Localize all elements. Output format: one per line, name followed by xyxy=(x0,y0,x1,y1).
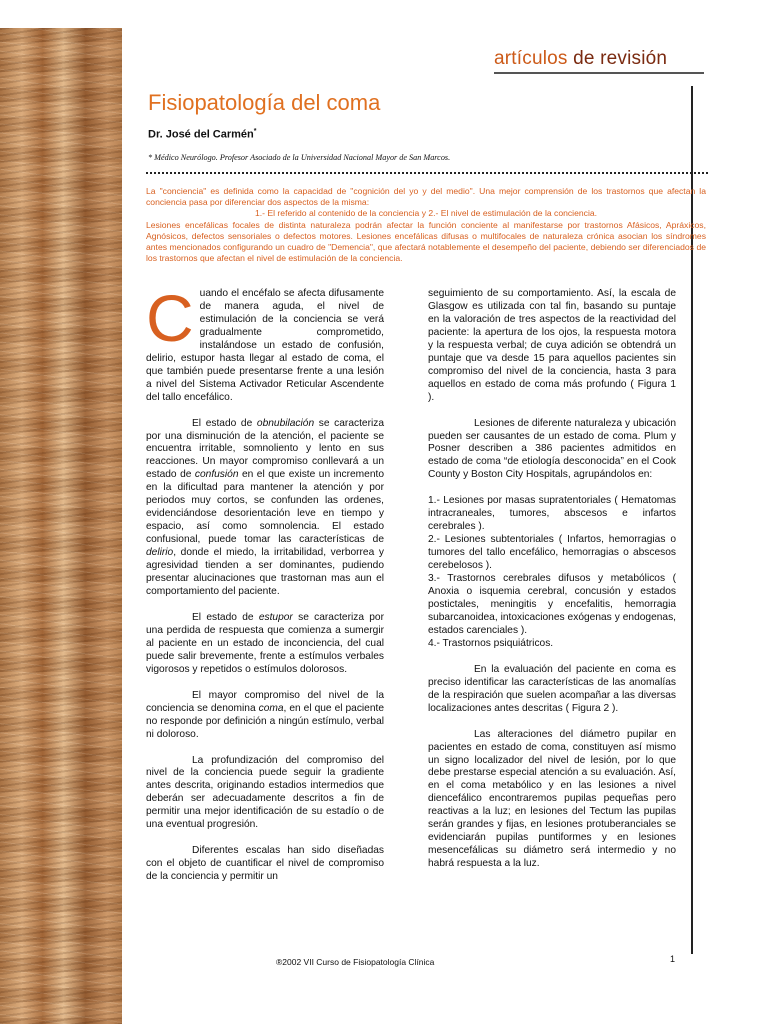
list-item: 4.- Trastornos psiquiátricos. xyxy=(428,637,554,649)
author-name: Dr. José del Carmén xyxy=(148,128,254,141)
body-paragraph: seguimiento de su comportamiento. Así, la escala de Glasgow es utilizada con tal fin, basando su puntaje en la valoración de tres aspectos de la reactividad del paciente: la apertura de los ojos, la respuesta motora y la respuesta verbal; de cuya adición se obtendrá un puntaje que va desde 15 para aquellos pacientes sin compromiso del nivel de la conciencia, hasta 3 para aquellos en estado de coma más profundo ( Figura 1 ). xyxy=(428,288,676,403)
body-text: en el que existe un incremento en la dificultad para mantener la atención y por periodos muy cortos, se confunden las ordenes, evidenciándose desorientación leve en tiempo y espacio, así como somnolencia. El estado confusional, puede tomar las características de xyxy=(146,469,384,546)
body-text: , donde el miedo, la irritabilidad, verborrea y agresividad tienden a ser dominantes, pudiendo presentar alucinaciones que trastornan mas aun el comportamiento del paciente. xyxy=(146,547,384,597)
body-text: , en el que el paciente no responde por definición a ningún estímulo, verbal ni doloroso. xyxy=(146,702,384,740)
abstract-paragraph: 1.- El referido al contenido de la conciencia y 2.- El nivel de estimulación de la conciencia. xyxy=(254,208,598,219)
body-paragraph xyxy=(146,612,384,677)
body-text: se caracteriza por una disminución de la atención, el paciente se encuentra irritable, somnoliento y lento en sus reacciones. Un mayor compromiso conllevará a un estado de xyxy=(146,417,384,481)
emphasis-term: obnubilación xyxy=(256,417,315,429)
header-rule xyxy=(494,72,704,74)
list-item: 2.- Lesiones subtentoriales ( Infartos, hemorragias o tumores del tallo encefálico, hemorragias o abscesos cerebelosos ). xyxy=(428,534,676,572)
body-paragraph: En la evaluación del paciente en coma es preciso identificar las características de las anomalías de la respiración que suelen acompañar a las diversas localizaciones antes descritas ( Figura 2 ). xyxy=(428,663,676,714)
body-text: El mayor compromiso del nivel de la conciencia se denomina xyxy=(146,689,384,714)
article-author xyxy=(148,128,257,141)
body-paragraph xyxy=(146,281,384,405)
author-mark: * xyxy=(253,128,257,135)
section-label-part2: de revisión xyxy=(573,48,668,69)
drop-cap: C xyxy=(146,281,194,355)
section-label-part1: artículos xyxy=(494,48,568,69)
body-paragraph: Lesiones de diferente naturaleza y ubicación pueden ser causantes de un estado de coma. Plum y Posner describen a 386 pacientes admitidos en estado de coma “de etiología desconocida” en el Cook County y Boston City Hospitals, agrupándolos en: xyxy=(428,417,676,481)
abstract xyxy=(146,186,706,264)
list-item: 3.- Trastornos cerebrales difusos y metabólicos ( Anoxia o isquemia cerebral, concusión y estados postictales, meningitis y encefalitis, hemorragia subarcanoidea, intoxicaciones exógenas y endogenas, estados carenciales ). xyxy=(428,573,676,636)
emphasis-term: delirio xyxy=(146,547,174,559)
list-item: 1.- Lesiones por masas supratentoriales ( Hematomas intracraneales, tumores, abscesos e infartos cerebrales ). xyxy=(428,495,676,533)
page-number: 1 xyxy=(670,954,676,964)
author-affiliation: * Médico Neurólogo. Profesor Asociado de la Universidad Nacional Mayor de San Marcos. xyxy=(148,153,451,162)
abstract-paragraph: La "conciencia" es definida como la capacidad de "cognición del yo y del medio". Una mejor comprensión de los trastornos que afectan la conciencia pasa por diferenciar dos aspectos de la misma: xyxy=(146,186,706,208)
body-text: El estado de xyxy=(192,417,257,429)
footer-copyright: ®2002 VII Curso de Fisiopatología Clínica xyxy=(276,957,435,967)
body-text: El estado de xyxy=(192,611,259,623)
body-paragraph: Las alteraciones del diámetro pupilar en pacientes en estado de coma, constituyen así mismo un signo localizador del nivel de lesión, por lo que debe prestarse especial atención a su evaluación. Así, en el coma metabólico y en las lesiones a nivel diencefálico encontraremos pupilas pequeñas pero reactivas a la luz; en lesiones del Tectum las pupilas serán grandes y fijas, en lesiones protuberanciales se evidenciarán pupilas puntiformes y en lesiones mesencefálicas su diámetro será intermedio y no habrá respuesta a la luz. xyxy=(428,728,676,870)
emphasis-term: confusión xyxy=(194,469,239,481)
body-column-right xyxy=(428,288,676,871)
body-column-left xyxy=(146,281,384,884)
emphasis-term: estupor xyxy=(258,611,293,623)
decorative-side-image xyxy=(0,28,122,1024)
body-paragraph xyxy=(146,418,384,599)
article-title: Fisiopatología del coma xyxy=(148,90,381,115)
body-paragraph: La profundización del compromiso del nivel de la conciencia puede seguir la gradiente antes descrita, originando estadios intermedios que deberán ser adecuadamente descritos a fin de permitir una mejor identificación de su estadío o de una eventual progresión. xyxy=(146,754,384,831)
dotted-separator xyxy=(146,172,708,174)
emphasis-term: coma xyxy=(258,702,284,714)
abstract-paragraph: Lesiones encefálicas focales de distinta naturaleza podrán afectar la función conciente al manifestarse por trastornos Afásicos, Apráxicos, Agnósicos, defectos sensoriales o defectos motores. Lesiones encefálicas difusas o multifocales de naturaleza crónica asocian los síndromes antes mencionados configurando un cuadro de "Demencia", que afectará notablemente el desempeño del paciente, debiendo ser diferenciados de los trastornos que afectan el nivel de estimulación de la conciencia. xyxy=(146,219,706,264)
body-paragraph: Diferentes escalas han sido diseñadas con el objeto de cuantificar el nivel de compromiso de la conciencia y permitir un xyxy=(146,845,384,883)
section-label xyxy=(494,48,667,70)
body-text: se caracteriza por una perdida de respuesta que comienza a sumergir al paciente en un estado de inconciencia, del cual puede salir brevemente, frente a estímulos verbales vigorosos y repetidos o estímulos dolorosos. xyxy=(146,611,384,675)
body-text: uando el encéfalo se afecta difusamente de manera aguda, el nivel de estimulación de la conciencia se verá gradualmente comprometido, instalándose un estado de confusión, delirio, estupor hasta llegar al estado de coma, el que también puede presentarse frente a una lesión a nivel del Sistema Activador Reticular Ascendente del tallo encefálico. xyxy=(146,288,384,403)
body-paragraph xyxy=(146,690,384,742)
